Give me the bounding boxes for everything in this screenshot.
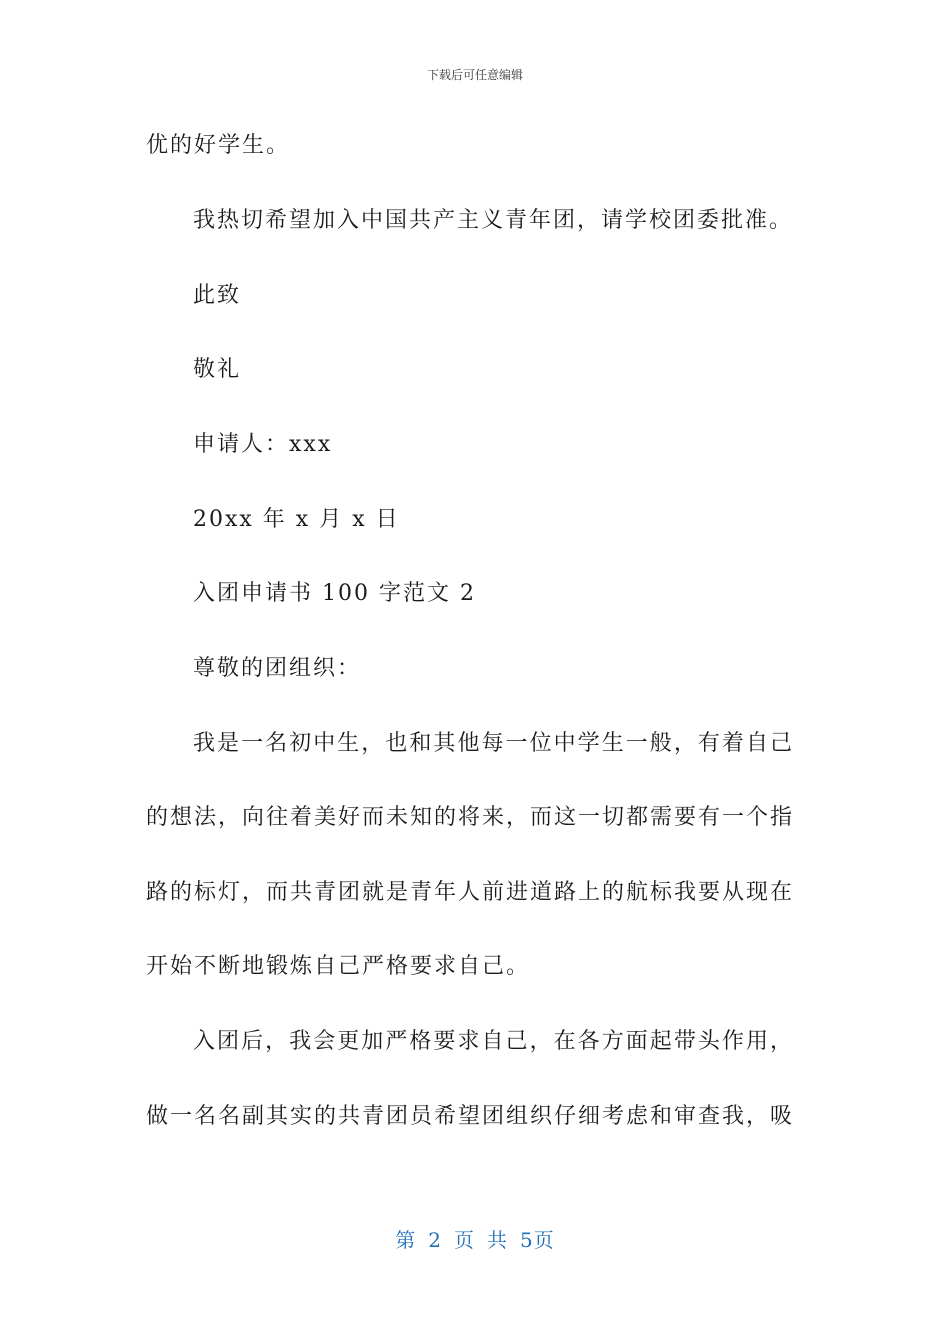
paragraph-line: 优的好学生。 (146, 133, 291, 158)
footer-page-word: 页 (454, 1228, 475, 1252)
closing-line: 此致 (193, 283, 242, 308)
footer-total-prefix: 共 (487, 1228, 508, 1252)
paragraph-line: 入团后，我会更加严格要求自己，在各方面起带头作用， (193, 1029, 792, 1054)
applicant-line: 申请人：xxx (193, 432, 333, 457)
date-line: 20xx 年 x 月 x 日 (193, 507, 400, 532)
paragraph-line: 我热切希望加入中国共产主义青年团，请学校团委批准。 (193, 208, 794, 233)
footer-total-pages: 5页 (520, 1228, 555, 1252)
page-number-footer (0, 1224, 950, 1253)
paragraph-line: 路的标灯，而共青团就是青年人前进道路上的航标我要从现在 (146, 880, 792, 905)
paragraph-line: 我是一名初中生，也和其他每一位中学生一般，有着自己 (193, 731, 792, 756)
footer-prefix: 第 (395, 1228, 417, 1252)
footer-current-page: 2 (428, 1228, 442, 1252)
paragraph-line: 的想法，向往着美好而未知的将来，而这一切都需要有一个指 (146, 805, 792, 830)
salutation-line: 尊敬的团组织： (193, 656, 362, 681)
paragraph-line: 开始不断地锻炼自己严格要求自己。 (146, 954, 531, 979)
paragraph-line: 做一名名副其实的共青团员希望团组织仔细考虑和审查我，吸 (146, 1104, 792, 1129)
closing-line: 敬礼 (193, 357, 242, 382)
section-title: 入团申请书 100 字范文 2 (193, 581, 476, 606)
page-header: 下载后可任意编辑 (426, 68, 523, 82)
